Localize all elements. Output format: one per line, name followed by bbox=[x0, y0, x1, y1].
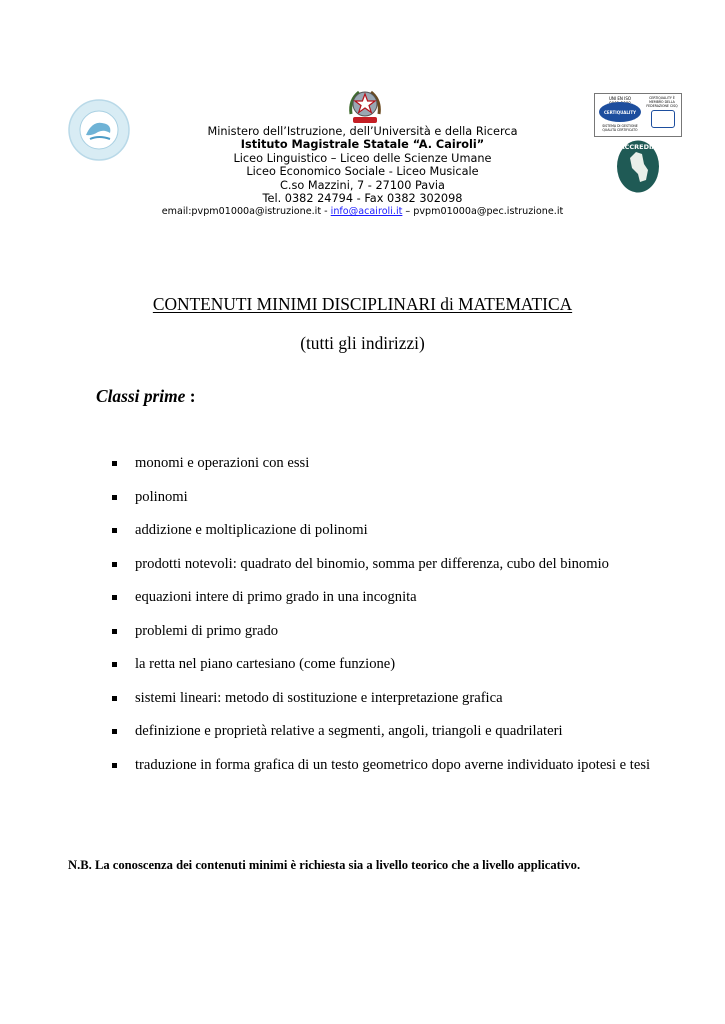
institute-name: Istituto Magistrale Statale “A. Cairoli” bbox=[240, 138, 485, 152]
bullet-icon bbox=[112, 595, 117, 600]
phone-line: Tel. 0382 24794 - Fax 0382 302098 bbox=[262, 192, 463, 206]
document-title bbox=[0, 294, 725, 315]
list-item bbox=[112, 656, 712, 676]
republic-emblem-icon bbox=[345, 84, 385, 126]
section-heading bbox=[96, 386, 196, 407]
accredia-badge bbox=[616, 140, 660, 193]
bullet-icon bbox=[112, 528, 117, 533]
school-header bbox=[120, 125, 605, 219]
email-link[interactable]: info@acairoli.it bbox=[330, 206, 403, 218]
section-heading-colon: : bbox=[185, 386, 196, 406]
cert-federation-label: CERTIQUALITY È MEMBRO DELLA FEDERAZIONE CISQ bbox=[646, 96, 678, 108]
email-line bbox=[120, 205, 605, 219]
list-item-text: polinomi bbox=[135, 489, 188, 505]
list-item bbox=[112, 455, 712, 475]
list-item-text: la retta nel piano cartesiano (come funzione) bbox=[135, 656, 396, 672]
bullet-icon bbox=[112, 461, 117, 466]
bullet-icon bbox=[112, 696, 117, 701]
list-item bbox=[112, 522, 712, 542]
bullet-icon bbox=[112, 763, 117, 768]
bullet-icon bbox=[112, 495, 117, 500]
licei-line-1: Liceo Linguistico – Liceo delle Scienze Umane bbox=[233, 151, 492, 165]
list-item-text: monomi e operazioni con essi bbox=[135, 455, 310, 471]
list-item-text: problemi di primo grado bbox=[135, 623, 279, 639]
list-item bbox=[112, 556, 712, 576]
list-item bbox=[112, 757, 712, 777]
section-heading-text: Classi prime bbox=[96, 386, 186, 406]
address-line: C.so Mazzini, 7 - 27100 Pavia bbox=[280, 178, 445, 192]
list-item bbox=[112, 489, 712, 509]
list-item-text: traduzione in forma grafica di un testo geometrico dopo averne individuato ipotesi e tesi bbox=[135, 757, 651, 773]
list-item-text: definizione e proprietà relative a segmenti, angoli, triangoli e quadrilateri bbox=[135, 723, 563, 739]
list-item bbox=[112, 690, 712, 710]
email-text-1: email:pvpm01000a@istruzione.it - bbox=[161, 206, 331, 218]
bullet-icon bbox=[112, 562, 117, 567]
document-subtitle: (tutti gli indirizzi) bbox=[300, 333, 425, 353]
cisq-logo-icon bbox=[651, 110, 675, 128]
licei-line-2: Liceo Economico Sociale - Liceo Musicale bbox=[246, 165, 479, 179]
list-item bbox=[112, 623, 712, 643]
accredia-label: ACCREDIA bbox=[619, 143, 657, 151]
cert-system-label: SISTEMA DI GESTIONE QUALITÀ CERTIFICATO bbox=[602, 124, 638, 132]
email-text-2: – pvpm01000a@pec.istruzione.it bbox=[402, 206, 564, 218]
list-item-text: sistemi lineari: metodo di sostituzione e interpretazione grafica bbox=[135, 690, 503, 706]
list-item bbox=[112, 589, 712, 609]
cert-brand-label: CERTIQUALITY bbox=[603, 110, 637, 115]
certiquality-badge bbox=[594, 93, 682, 137]
bullet-icon bbox=[112, 729, 117, 734]
bullet-icon bbox=[112, 629, 117, 634]
list-item bbox=[112, 723, 712, 743]
cert-standard-label: UNI EN ISO bbox=[608, 96, 632, 101]
list-item-text: prodotti notevoli: quadrato del binomio, somma per differenza, cubo del binomio bbox=[135, 556, 609, 572]
list-item-text: addizione e moltiplicazione di polinomi bbox=[135, 522, 368, 538]
list-item-text: equazioni intere di primo grado in una incognita bbox=[135, 589, 417, 605]
document-title-text: CONTENUTI MINIMI DISCIPLINARI di MATEMATICA bbox=[152, 294, 573, 314]
bullet-icon bbox=[112, 662, 117, 667]
footnote: N.B. La conoscenza dei contenuti minimi è richiesta sia a livello teorico che a livello applicativo. bbox=[68, 858, 581, 872]
ministry-line: Ministero dell’Istruzione, dell’Università e della Ricerca bbox=[207, 125, 518, 138]
